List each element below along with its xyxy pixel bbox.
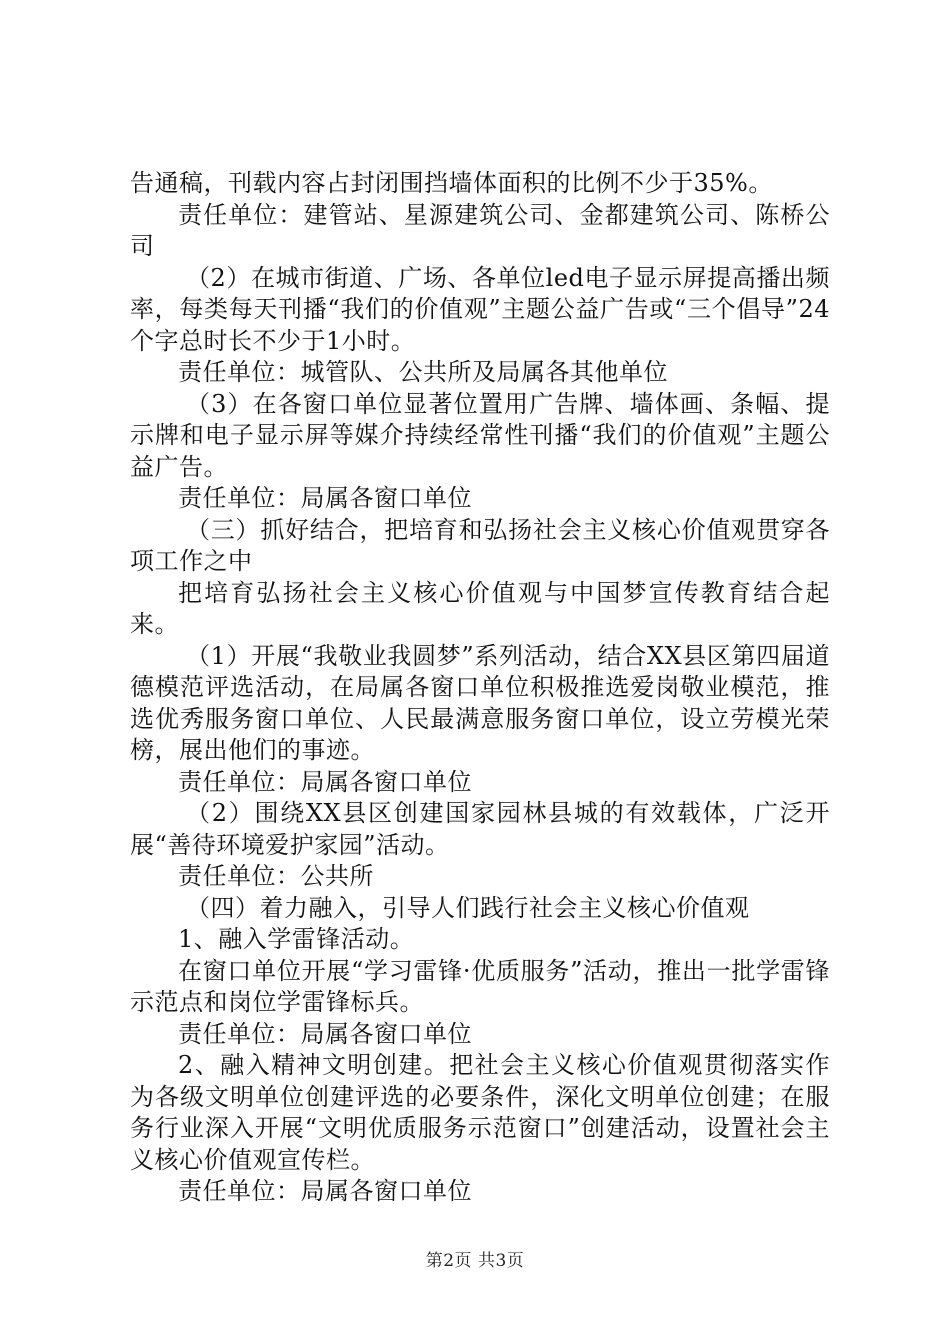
paragraph: 责任单位：公共所 bbox=[178, 862, 374, 890]
section-heading: （三）抓好结合，把培育和弘扬社会主义核心价值观贯穿各项工作之中 bbox=[130, 515, 830, 575]
paragraph: （3）在各窗口单位显著位置用广告牌、墙体画、条幅、提示牌和电子显示屏等媒介持续经常性刊播“我们的价值观”主题公益广告。 bbox=[130, 389, 830, 481]
paragraph: （2）围绕XX县区创建国家园林县城的有效载体，广泛开展“善待环境爱护家园”活动。 bbox=[130, 799, 830, 859]
section-heading: （四）着力融入，引导人们践行社会主义核心价值观 bbox=[186, 893, 750, 922]
document-body bbox=[130, 168, 830, 1208]
paragraph: （2）在城市街道、广场、各单位led电子显示屏提高播出频率，每类每天刊播“我们的价值观”主题公益广告或“三个倡导”24个字总时长不少于1小时。 bbox=[130, 263, 830, 355]
paragraph: 2、融入精神文明创建。把社会主义核心价值观贯彻落实作为各级文明单位创建评选的必要条件，深化文明单位创建；在服务行业深入开展“文明优质服务示范窗口”创建活动，设置社会主义核心价值观宣传栏。 bbox=[130, 1051, 830, 1174]
paragraph: 责任单位：局属各窗口单位 bbox=[178, 1019, 472, 1048]
paragraph: 责任单位：局属各窗口单位 bbox=[178, 1177, 472, 1205]
paragraph: 1、融入学雷锋活动。 bbox=[178, 925, 415, 953]
paragraph: 在窗口单位开展“学习雷锋·优质服务”活动，推出一批学雷锋示范点和岗位学雷锋标兵。 bbox=[130, 956, 830, 1016]
page-number-footer: 第2页 共3页 bbox=[425, 1251, 525, 1271]
paragraph: （1）开展“我敬业我圆梦”系列活动，结合XX县区第四届道德模范评选活动，在局属各窗口单位积极推选爱岗敬业模范，推选优秀服务窗口单位、人民最满意服务窗口单位，设立劳模光荣榜，展出他们的事迹。 bbox=[130, 641, 830, 764]
paragraph: 责任单位：城管队、公共所及局属各其他单位 bbox=[178, 358, 668, 386]
paragraph: 责任单位：局属各窗口单位 bbox=[178, 767, 472, 796]
paragraph: 告通稿，刊载内容占封闭围挡墙体面积的比例不少于35%。 bbox=[130, 169, 773, 197]
paragraph: 责任单位：建管站、星源建筑公司、金都建筑公司、陈桥公司 bbox=[130, 200, 830, 260]
paragraph: 责任单位：局属各窗口单位 bbox=[178, 484, 472, 512]
paragraph: 把培育弘扬社会主义核心价值观与中国梦宣传教育结合起来。 bbox=[130, 578, 830, 638]
